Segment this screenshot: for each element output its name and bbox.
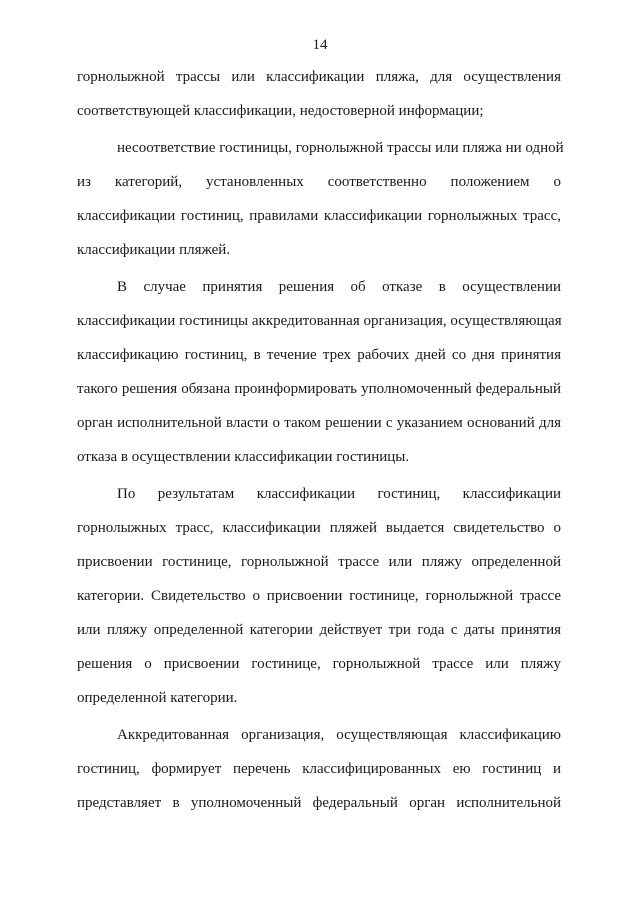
text-line: В случае принятия решения об отказе в осуществлении xyxy=(117,279,561,295)
text-line: или пляжу определенной категории действует три года с даты принятия xyxy=(77,622,561,638)
text-line: классификации гостиницы аккредитованная организация, осуществляющая xyxy=(77,313,562,329)
text-line: гостиниц, формирует перечень классифицированных ею гостиниц и xyxy=(77,761,561,777)
text-line: такого решения обязана проинформировать уполномоченный федеральный xyxy=(77,381,561,397)
text-line: горнолыжных трасс, классификации пляжей выдается свидетельство о xyxy=(77,520,561,536)
text-line: орган исполнительной власти о таком решении с указанием оснований для xyxy=(77,415,561,431)
text-line: соответствующей классификации, недостоверной информации; xyxy=(77,103,484,119)
text-line: присвоении гостинице, горнолыжной трассе или пляжу определенной xyxy=(77,554,561,570)
text-line: определенной категории. xyxy=(77,690,238,706)
text-line: решения о присвоении гостинице, горнолыжной трассе или пляжу xyxy=(77,656,561,672)
text-line: горнолыжной трассы или классификации пляжа, для осуществления xyxy=(77,69,561,85)
text-line: Аккредитованная организация, осуществляющая классификацию xyxy=(117,727,561,743)
text-line: отказа в осуществлении классификации гостиницы. xyxy=(77,449,410,465)
text-line: категории. Свидетельство о присвоении гостинице, горнолыжной трассе xyxy=(77,588,561,604)
text-line: классификацию гостиниц, в течение трех рабочих дней со дня принятия xyxy=(77,347,561,363)
text-line: несоответствие гостиницы, горнолыжной трассы или пляжа ни одной xyxy=(117,140,564,156)
page-number: 14 xyxy=(312,37,328,53)
text-line: классификации пляжей. xyxy=(77,242,231,258)
text-line: По результатам классификации гостиниц, классификации xyxy=(117,486,561,502)
text-line: представляет в уполномоченный федеральный орган исполнительной xyxy=(77,795,561,811)
text-line: из категорий, установленных соответственно положением о xyxy=(77,174,561,190)
text-line: классификации гостиниц, правилами классификации горнолыжных трасс, xyxy=(77,208,561,224)
